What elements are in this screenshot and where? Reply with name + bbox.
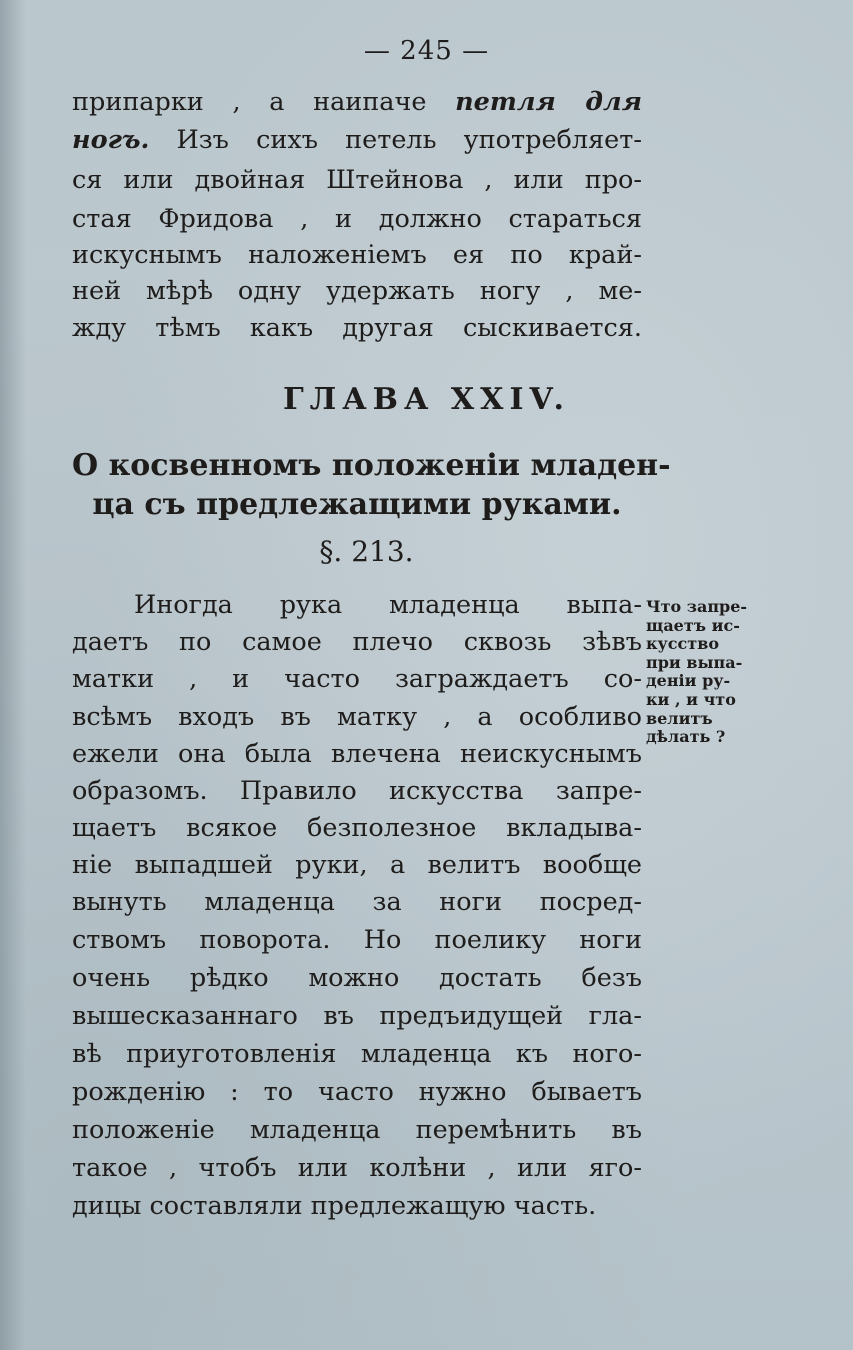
- margin-note-line: Что запре-: [646, 597, 748, 616]
- body-line: ствомъ поворота. Но поелику ноги: [72, 925, 642, 955]
- body-line: Иногда рука младенца выпа-: [134, 590, 642, 620]
- body-line: дицы составляли предлежащую часть.: [72, 1191, 597, 1221]
- chapter-title: ГЛАВА XXIV.: [283, 382, 570, 417]
- text-line: жду тѣмъ какъ другая сыскивается.: [72, 313, 642, 343]
- body-line: очень рѣдко можно достать безъ: [72, 963, 642, 993]
- text-line: [72, 120, 642, 160]
- margin-note-line: деніи ру-: [646, 671, 731, 691]
- body-line: положеніе младенца перемѣнить въ: [72, 1115, 642, 1145]
- margin-note-line: щаетъ ис-: [646, 615, 740, 635]
- page-number: — 245 —: [363, 36, 490, 66]
- body-line: ежели она была влечена неискуснымъ: [72, 739, 642, 769]
- body-line: вышесказаннаго въ предъидущей гла-: [72, 1001, 642, 1031]
- page-edge-shadow: [0, 0, 26, 1350]
- margin-note-line: при выпа-: [646, 652, 743, 672]
- chapter-subtitle-line: О косвенномъ положеніи младен-: [72, 448, 671, 483]
- text-line: ся или двойная Штейнова , или про-: [72, 165, 642, 195]
- text-line: искуснымъ наложеніемъ ея по край-: [72, 240, 642, 270]
- text-fragment-italic: петля для: [455, 87, 642, 117]
- body-line: вынуть младенца за ноги посред-: [72, 887, 642, 917]
- margin-note-line: ки , и что: [646, 689, 736, 709]
- body-line: ніе выпадшей руки, а велитъ вообще: [72, 850, 642, 880]
- section-number: §. 213.: [319, 535, 414, 568]
- body-line: такое , чтобъ или колѣни , или яго-: [72, 1153, 642, 1183]
- body-line: щаетъ всякое безполезное вкладыва-: [72, 813, 642, 843]
- text-line: стая Фридова , и должно стараться: [72, 204, 642, 234]
- body-line: рожденію : то часто нужно бываетъ: [72, 1077, 642, 1107]
- margin-note-line: кусство: [646, 634, 719, 654]
- body-line: даетъ по самое плечо сквозь зѣвъ: [72, 627, 642, 657]
- body-line: вѣ приуготовленія младенца къ ного-: [72, 1039, 642, 1069]
- text-fragment: Изъ сихъ петель употребляет-: [149, 125, 642, 155]
- text-line: [72, 82, 642, 122]
- text-fragment-italic: ногъ.: [72, 125, 150, 155]
- body-line: матки , и часто заграждаетъ со-: [72, 664, 642, 694]
- margin-note: [646, 598, 776, 747]
- chapter-subtitle-line: ца съ предлежащими руками.: [92, 487, 622, 522]
- body-line: образомъ. Правило искусства запре-: [72, 776, 642, 806]
- text-fragment: припарки , а наипаче: [72, 87, 456, 117]
- body-line: всѣмъ входъ въ матку , а особливо: [72, 702, 642, 732]
- margin-note-line: велитъ: [646, 708, 713, 728]
- margin-note-line: дѣлать ?: [646, 727, 726, 747]
- text-line: ней мѣрѣ одну удержать ногу , ме-: [72, 276, 642, 306]
